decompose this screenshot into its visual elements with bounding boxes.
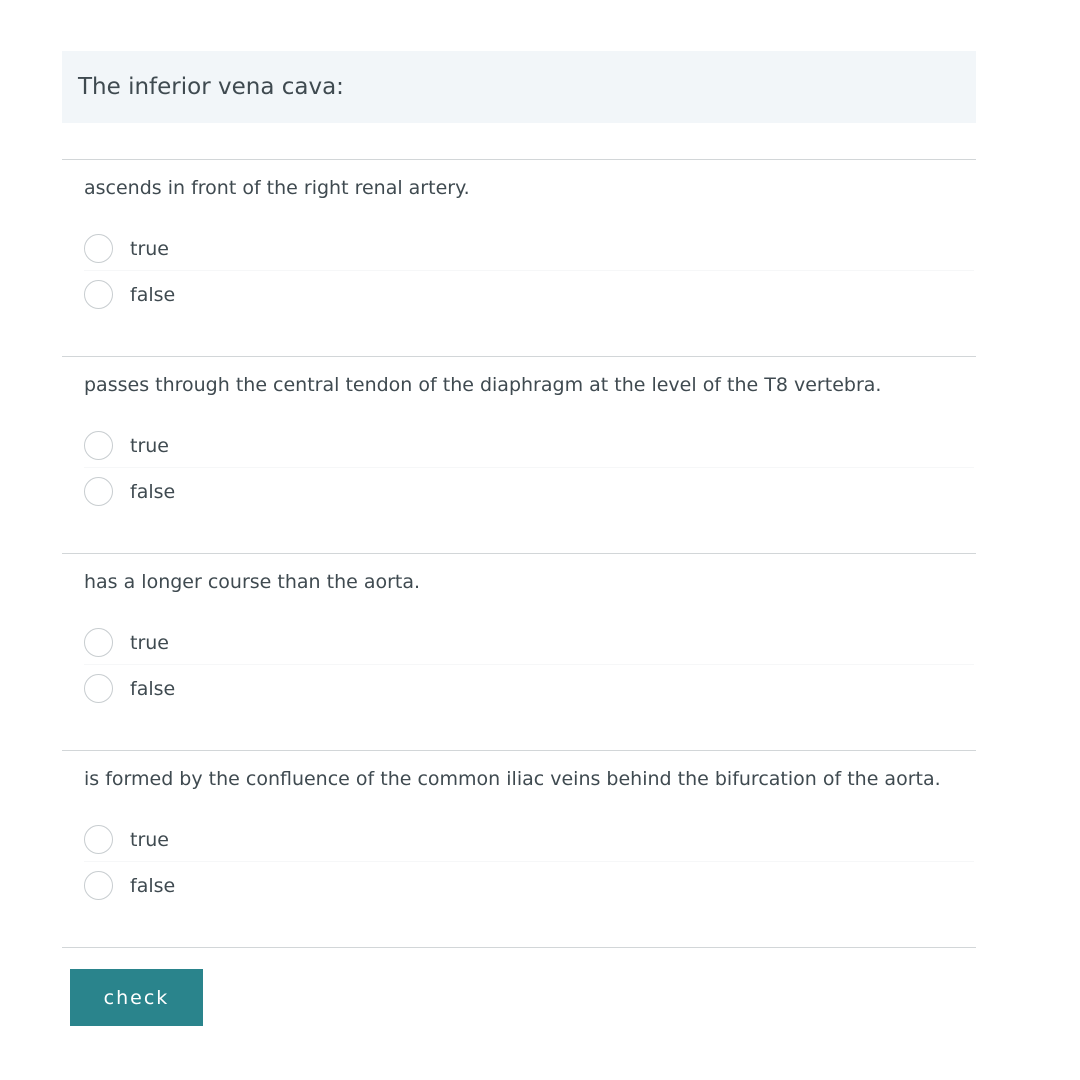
- option-label: false: [130, 480, 176, 503]
- statement-text: passes through the central tendon of the diaphragm at the level of the T8 vertebra.: [84, 374, 882, 396]
- statement-2-option-false[interactable]: [84, 477, 175, 506]
- statement-4: [62, 750, 976, 947]
- bottom-divider: [62, 947, 976, 948]
- radio-button[interactable]: [84, 871, 113, 900]
- statement-text: has a longer course than the aorta.: [84, 571, 421, 593]
- statement-1-option-true[interactable]: [84, 234, 169, 263]
- radio-button[interactable]: [84, 280, 113, 309]
- statement-3: [62, 553, 976, 750]
- option-label: false: [130, 283, 176, 306]
- option-label: false: [130, 874, 176, 897]
- statement-2: [62, 356, 976, 553]
- radio-button[interactable]: [84, 431, 113, 460]
- question-title: The inferior vena cava:: [78, 74, 344, 100]
- option-label: true: [130, 237, 169, 260]
- radio-button[interactable]: [84, 674, 113, 703]
- statement-1-option-false[interactable]: [84, 280, 175, 309]
- radio-button[interactable]: [84, 477, 113, 506]
- statement-3-option-true[interactable]: [84, 628, 169, 657]
- radio-button[interactable]: [84, 628, 113, 657]
- option-label: true: [130, 631, 169, 654]
- statement-4-option-true[interactable]: [84, 825, 169, 854]
- option-label: false: [130, 677, 176, 700]
- statement-2-option-true[interactable]: [84, 431, 169, 460]
- radio-button[interactable]: [84, 825, 113, 854]
- option-label: true: [130, 434, 169, 457]
- statement-4-option-false[interactable]: [84, 871, 175, 900]
- option-label: true: [130, 828, 169, 851]
- statement-text: is formed by the confluence of the common iliac veins behind the bifurcation of the aorta.: [84, 768, 941, 790]
- statement-list: [62, 159, 976, 948]
- quiz-container: [62, 51, 976, 1009]
- statement-3-option-false[interactable]: [84, 674, 175, 703]
- question-header: [62, 51, 976, 123]
- statement-text: ascends in front of the right renal artery.: [84, 177, 470, 199]
- statement-1: [62, 159, 976, 356]
- check-button[interactable]: check: [70, 969, 203, 1026]
- radio-button[interactable]: [84, 234, 113, 263]
